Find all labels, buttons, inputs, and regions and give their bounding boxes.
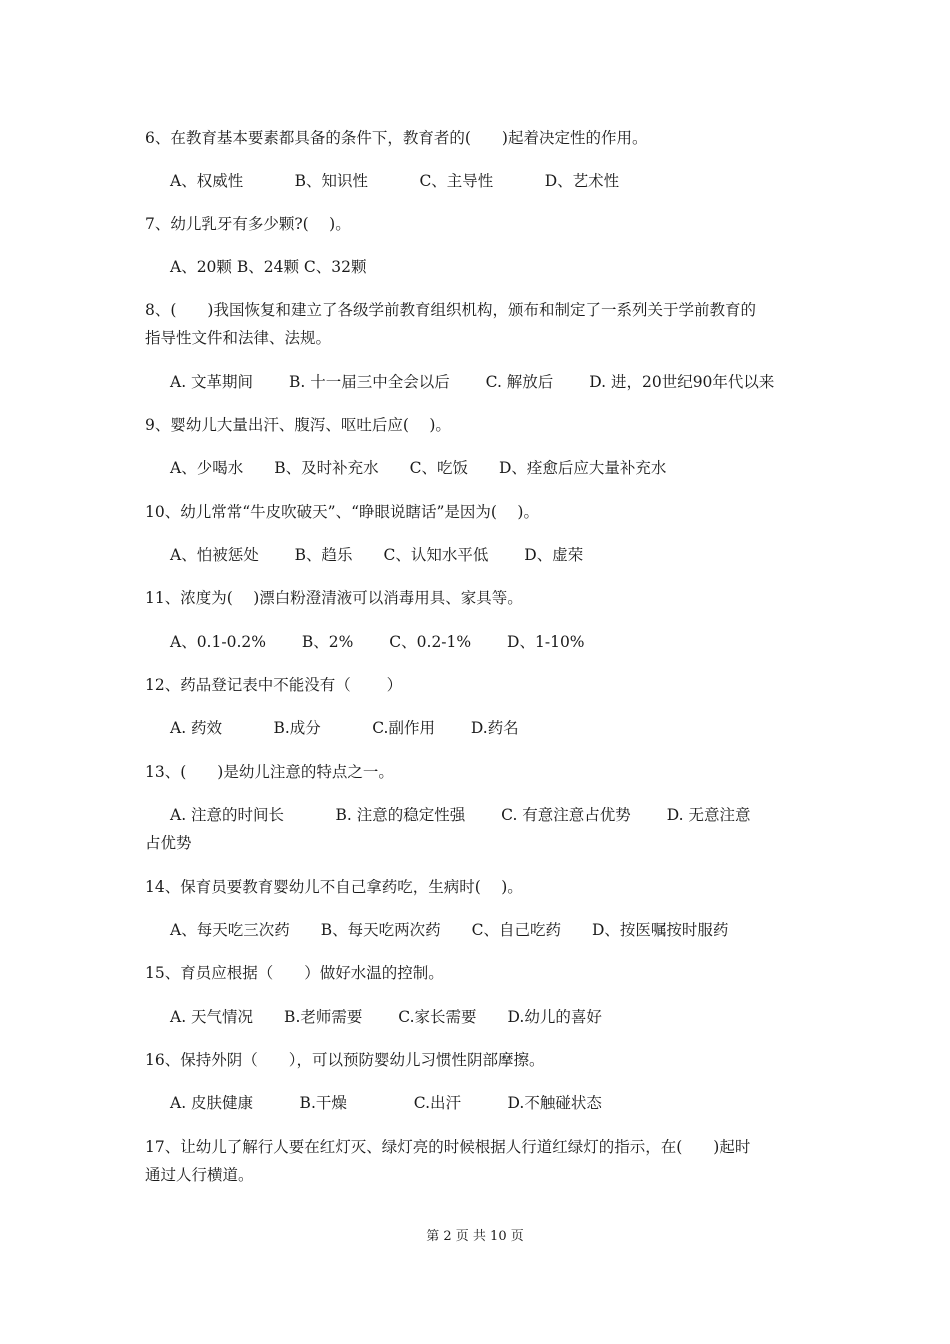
question-13-options-continued: 占优势: [145, 834, 192, 852]
question-17-stem: 17、让幼儿了解行人要在红灯灭、绿灯亮的时候根据人行道红绿灯的指示，在( )起时: [145, 1138, 751, 1156]
question-9-stem: 9、婴幼儿大量出汗、腹泻、呕吐后应( )。: [145, 416, 451, 434]
question-10-options: A、怕被惩处 B、趋乐 C、认知水平低 D、虚荣: [170, 546, 584, 564]
question-6-stem: 6、在教育基本要素都具备的条件下，教育者的( )起着决定性的作用。: [145, 129, 648, 147]
question-8-stem-continued: 指导性文件和法律、法规。: [145, 329, 332, 347]
question-15-options: A. 天气情况 B.老师需要 C.家长需要 D.幼儿的喜好: [170, 1008, 602, 1026]
question-13-stem: 13、( )是幼儿注意的特点之一。: [145, 763, 394, 781]
question-12-options: A. 药效 B.成分 C.副作用 D.药名: [170, 719, 519, 737]
question-6-options: A、权威性 B、知识性 C、主导性 D、艺术性: [170, 172, 620, 190]
question-11-options: A、0.1-0.2% B、2% C、0.2-1% D、1-10%: [170, 633, 585, 651]
question-10-stem: 10、幼儿常常“牛皮吹破天”、“睁眼说瞎话”是因为( )。: [145, 503, 539, 521]
question-16-options: A. 皮肤健康 B.干燥 C.出汗 D.不触碰状态: [170, 1094, 602, 1112]
question-8-options: A. 文革期间 B. 十一届三中全会以后 C. 解放后 D. 进，20世纪90年代以来: [170, 373, 775, 391]
question-12-stem: 12、药品登记表中不能没有（ ）: [145, 676, 403, 694]
question-16-stem: 16、保持外阴（ ），可以预防婴幼儿习惯性阴部摩擦。: [145, 1051, 545, 1069]
question-15-stem: 15、育员应根据（ ）做好水温的控制。: [145, 964, 444, 982]
question-17-stem-continued: 通过人行横道。: [145, 1166, 254, 1184]
question-14-stem: 14、保育员要教育婴幼儿不自己拿药吃，生病时( )。: [145, 878, 523, 896]
question-8-stem: 8、( )我国恢复和建立了各级学前教育组织机构，颁布和制定了一系列关于学前教育的: [145, 301, 756, 319]
question-14-options: A、每天吃三次药 B、每天吃两次药 C、自己吃药 D、按医嘱按时服药: [170, 921, 729, 939]
page-number-footer: 第 2 页 共 10 页: [426, 1229, 524, 1244]
question-13-options: A. 注意的时间长 B. 注意的稳定性强 C. 有意注意占优势 D. 无意注意: [170, 806, 751, 824]
question-11-stem: 11、浓度为( )漂白粉澄清液可以消毒用具、家具等。: [145, 589, 523, 607]
question-7-stem: 7、幼儿乳牙有多少颗?( )。: [145, 215, 351, 233]
question-9-options: A、少喝水 B、及时补充水 C、吃饭 D、痊愈后应大量补充水: [170, 459, 667, 477]
question-7-options: A、20颗 B、24颗 C、32颗: [170, 258, 367, 276]
